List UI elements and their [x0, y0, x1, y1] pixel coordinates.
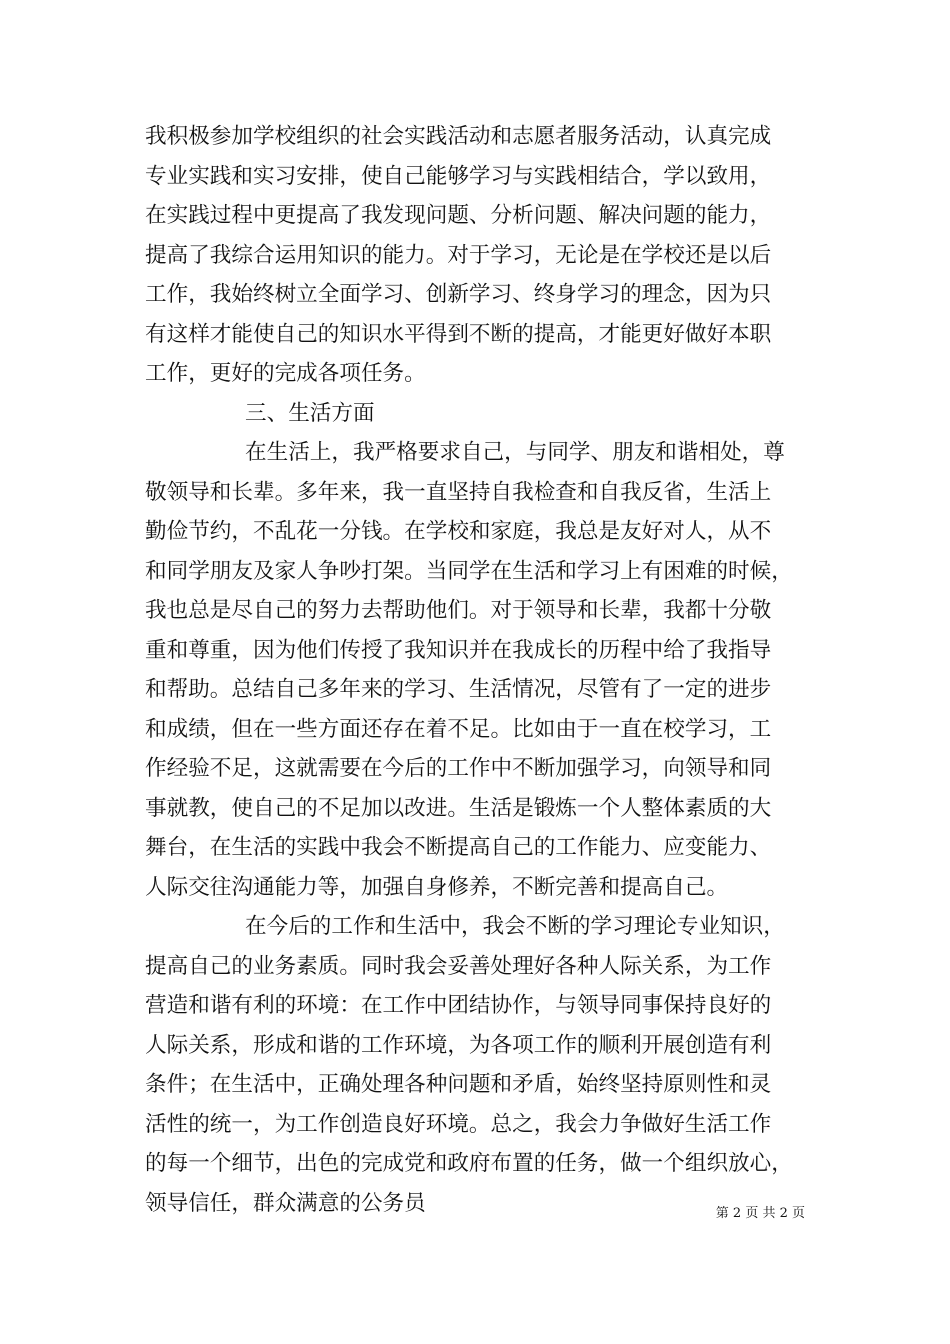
text-line: 提高了我综合运用知识的能力。对于学习，无论是在学校还是以后 — [145, 242, 772, 268]
text-line: 领导信任，群众满意的公务员 — [145, 1190, 426, 1216]
text-line: 勤俭节约，不乱花一分钱。在学校和家庭，我总是友好对人，从不 — [145, 519, 772, 544]
text-line: 有这样才能使自己的知识水平得到不断的提高，才能更好做好本职 — [145, 321, 772, 347]
text-line: 活性的统一，为工作创造良好环境。总之，我会力争做好生活工作 — [145, 1111, 772, 1137]
text-line: 工作，我始终树立全面学习、创新学习、终身学习的理念，因为只 — [145, 282, 772, 307]
text-line: 人际交往沟通能力等，加强自身修养，不断完善和提高自己。 — [145, 874, 729, 900]
text-line: 专业实践和实习安排，使自己能够学习与实践相结合，学以致用， — [145, 163, 772, 189]
text-line: 和成绩，但在一些方面还存在着不足。比如由于一直在校学习，工 — [145, 716, 772, 742]
text-line: 和同学朋友及家人争吵打架。当同学在生活和学习上有困难的时候， — [145, 558, 793, 584]
text-line: 营造和谐有利的环境：在工作中团结协作，与领导同事保持良好的 — [145, 993, 772, 1018]
text-line: 在今后的工作和生活中，我会不断的学习理论专业知识， — [245, 914, 785, 939]
text-line: 工作，更好的完成各项任务。 — [145, 361, 426, 386]
text-line: 我积极参加学校组织的社会实践活动和志愿者服务活动，认真完成 — [145, 124, 772, 149]
section-heading: 三、生活方面 — [245, 400, 375, 426]
text-line: 重和尊重，因为他们传授了我知识并在我成长的历程中给了我指导 — [145, 637, 772, 663]
text-line: 在实践过程中更提高了我发现问题、分析问题、解决问题的能力， — [145, 203, 772, 228]
text-line: 作经验不足，这就需要在今后的工作中不断加强学习，向领导和同 — [145, 756, 772, 781]
text-line: 条件；在生活中，正确处理各种问题和矛盾，始终坚持原则性和灵 — [145, 1072, 772, 1097]
text-line: 和帮助。总结自己多年来的学习、生活情况，尽管有了一定的进步 — [145, 677, 772, 702]
text-line: 提高自己的业务素质。同时我会妥善处理好各种人际关系，为工作 — [145, 953, 772, 979]
text-line: 人际关系，形成和谐的工作环境，为各项工作的顺利开展创造有利 — [145, 1032, 772, 1058]
text-line: 事就教，使自己的不足加以改进。生活是锻炼一个人整体素质的大 — [145, 795, 772, 821]
document-body — [145, 117, 810, 1223]
text-line: 敬领导和长辈。多年来，我一直坚持自我检查和自我反省，生活上 — [145, 479, 772, 505]
text-line: 的每一个细节，出色的完成党和政府布置的任务，做一个组织放心， — [145, 1151, 793, 1176]
text-line: 我也总是尽自己的努力去帮助他们。对于领导和长辈，我都十分敬 — [145, 598, 772, 623]
text-line: 在生活上，我严格要求自己，与同学、朋友和谐相处，尊 — [245, 440, 785, 465]
page-number: 第 2 页 共 2 页 — [715, 1206, 805, 1221]
text-line: 舞台，在生活的实践中我会不断提高自己的工作能力、应变能力、 — [145, 835, 772, 860]
